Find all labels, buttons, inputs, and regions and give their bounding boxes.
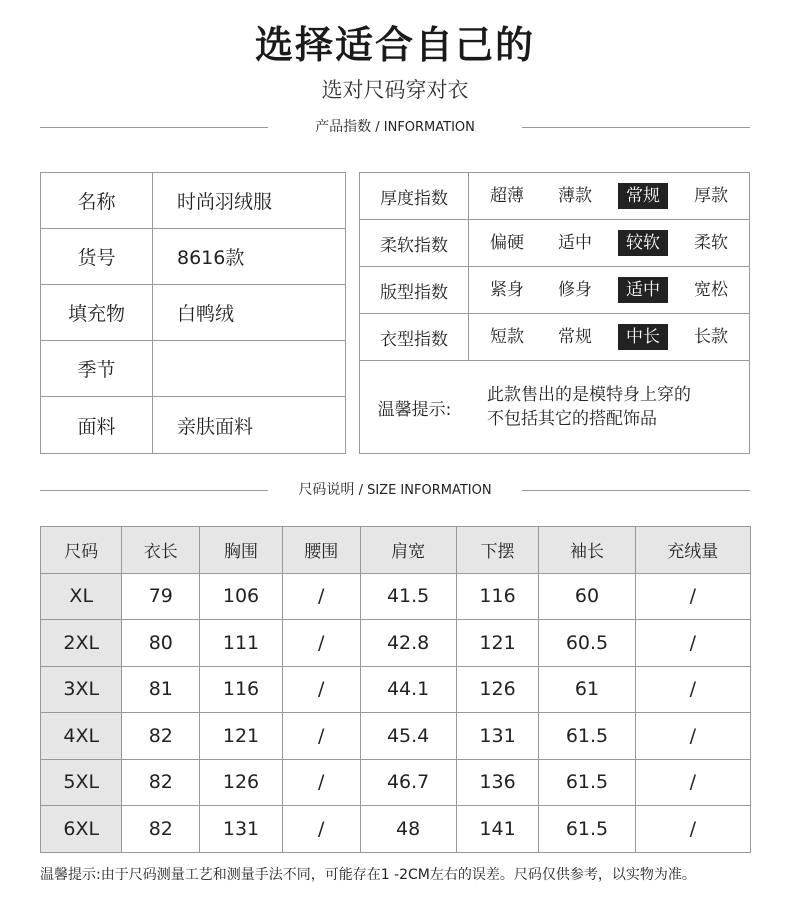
size-row xyxy=(41,713,751,760)
size-header-cell: 胸围 xyxy=(200,527,283,574)
size-cell: 80 xyxy=(122,620,200,667)
size-row xyxy=(41,759,751,806)
info-key: 填充物 xyxy=(41,285,153,340)
info-value: 亲肤面料 xyxy=(177,415,254,438)
size-cell: 82 xyxy=(122,713,200,760)
info-value: 8616款 xyxy=(177,247,245,269)
index-row xyxy=(360,267,749,314)
size-cell: / xyxy=(282,806,360,853)
index-options xyxy=(469,173,749,219)
divider-line xyxy=(522,127,750,128)
index-options xyxy=(469,220,749,266)
size-cell: 42.8 xyxy=(360,620,456,667)
size-cell: 141 xyxy=(456,806,539,853)
size-cell: 79 xyxy=(122,573,200,620)
size-cell: 60 xyxy=(539,573,635,620)
note-text: 此款售出的是模特身上穿的 不包括其它的搭配饰品 xyxy=(487,385,691,429)
product-index-table xyxy=(359,172,750,454)
size-label-cell: 2XL xyxy=(41,620,122,667)
size-cell: 106 xyxy=(200,573,283,620)
size-label-cell: 5XL xyxy=(41,759,122,806)
index-option-selected: 中长 xyxy=(618,324,668,350)
index-option: 厚款 xyxy=(694,186,728,206)
size-label-cell: XL xyxy=(41,573,122,620)
info-value: 白鸭绒 xyxy=(177,303,235,325)
section-divider-product xyxy=(40,117,750,137)
index-key: 版型指数 xyxy=(360,267,469,313)
size-cell: 61.5 xyxy=(539,759,635,806)
note-label: 温馨提示: xyxy=(377,399,452,420)
size-cell: 41.5 xyxy=(360,573,456,620)
size-cell: / xyxy=(635,573,750,620)
info-row xyxy=(41,397,345,453)
size-cell: 121 xyxy=(456,620,539,667)
note-row xyxy=(360,361,749,453)
size-row xyxy=(41,573,751,620)
index-options xyxy=(469,314,749,360)
size-cell: / xyxy=(282,759,360,806)
index-option: 偏硬 xyxy=(490,233,524,253)
size-cell: / xyxy=(282,573,360,620)
size-cell: 61 xyxy=(539,666,635,713)
size-cell: 81 xyxy=(122,666,200,713)
size-cell: 131 xyxy=(200,806,283,853)
size-cell: / xyxy=(282,666,360,713)
page-subtitle: 选对尺码穿对衣 xyxy=(321,78,469,102)
index-key: 厚度指数 xyxy=(360,173,469,219)
index-option: 长款 xyxy=(694,327,728,347)
index-row xyxy=(360,220,749,267)
size-cell: 60.5 xyxy=(539,620,635,667)
size-header-cell: 下摆 xyxy=(456,527,539,574)
index-option: 超薄 xyxy=(490,186,524,206)
size-cell: 111 xyxy=(200,620,283,667)
section-label-product: 产品指数 / INFORMATION xyxy=(315,119,475,135)
page-title: 选择适合自己的 xyxy=(254,23,535,67)
index-row xyxy=(360,173,749,220)
product-info-table xyxy=(40,172,346,454)
footer-note: 温馨提示:由于尺码测量工艺和测量手法不同，可能存在1 -2CM左右的误差。尺码仅供参考，以实物为准。 xyxy=(40,867,696,883)
size-cell: 121 xyxy=(200,713,283,760)
size-label-cell: 4XL xyxy=(41,713,122,760)
size-cell: / xyxy=(282,713,360,760)
size-header-cell: 肩宽 xyxy=(360,527,456,574)
index-option: 适中 xyxy=(558,233,592,253)
size-header-cell: 腰围 xyxy=(282,527,360,574)
size-cell: 126 xyxy=(200,759,283,806)
index-option: 柔软 xyxy=(694,233,728,253)
size-cell: / xyxy=(635,620,750,667)
info-key: 名称 xyxy=(41,173,153,228)
size-cell: 116 xyxy=(200,666,283,713)
info-row xyxy=(41,341,345,397)
info-key: 季节 xyxy=(41,341,153,396)
index-option: 常规 xyxy=(558,327,592,347)
size-cell: 45.4 xyxy=(360,713,456,760)
index-option-selected: 较软 xyxy=(618,230,668,256)
size-row xyxy=(41,620,751,667)
info-row xyxy=(41,229,345,285)
index-option: 紧身 xyxy=(490,280,524,300)
size-row xyxy=(41,806,751,853)
info-row xyxy=(41,173,345,229)
size-cell: 44.1 xyxy=(360,666,456,713)
size-label-cell: 3XL xyxy=(41,666,122,713)
size-cell: / xyxy=(635,713,750,760)
size-cell: 136 xyxy=(456,759,539,806)
size-cell: 46.7 xyxy=(360,759,456,806)
info-value xyxy=(153,341,345,396)
section-label-size: 尺码说明 / SIZE INFORMATION xyxy=(298,482,492,498)
index-option: 修身 xyxy=(558,280,592,300)
size-row xyxy=(41,666,751,713)
size-cell: 61.5 xyxy=(539,713,635,760)
index-options xyxy=(469,267,749,313)
index-option: 薄款 xyxy=(558,186,592,206)
size-cell: / xyxy=(635,666,750,713)
size-label-cell: 6XL xyxy=(41,806,122,853)
size-cell: / xyxy=(635,759,750,806)
size-cell: 116 xyxy=(456,573,539,620)
size-cell: 126 xyxy=(456,666,539,713)
index-key: 柔软指数 xyxy=(360,220,469,266)
size-header-cell: 充绒量 xyxy=(635,527,750,574)
size-table xyxy=(40,526,751,853)
size-cell: 131 xyxy=(456,713,539,760)
info-key: 货号 xyxy=(41,229,153,284)
size-header-cell: 尺码 xyxy=(41,527,122,574)
divider-line xyxy=(522,490,750,491)
index-option: 短款 xyxy=(490,327,524,347)
index-option: 宽松 xyxy=(694,280,728,300)
size-cell: 61.5 xyxy=(539,806,635,853)
section-divider-size xyxy=(40,480,750,500)
info-key: 面料 xyxy=(41,397,153,453)
size-header-cell: 袖长 xyxy=(539,527,635,574)
size-cell: 82 xyxy=(122,759,200,806)
size-cell: / xyxy=(282,620,360,667)
size-cell: 82 xyxy=(122,806,200,853)
size-header-cell: 衣长 xyxy=(122,527,200,574)
info-value: 时尚羽绒服 xyxy=(177,191,273,213)
index-row xyxy=(360,314,749,361)
info-row xyxy=(41,285,345,341)
size-cell: / xyxy=(635,806,750,853)
index-option-selected: 适中 xyxy=(618,277,668,303)
index-key: 衣型指数 xyxy=(360,314,469,360)
index-option-selected: 常规 xyxy=(618,183,668,209)
size-cell: 48 xyxy=(360,806,456,853)
